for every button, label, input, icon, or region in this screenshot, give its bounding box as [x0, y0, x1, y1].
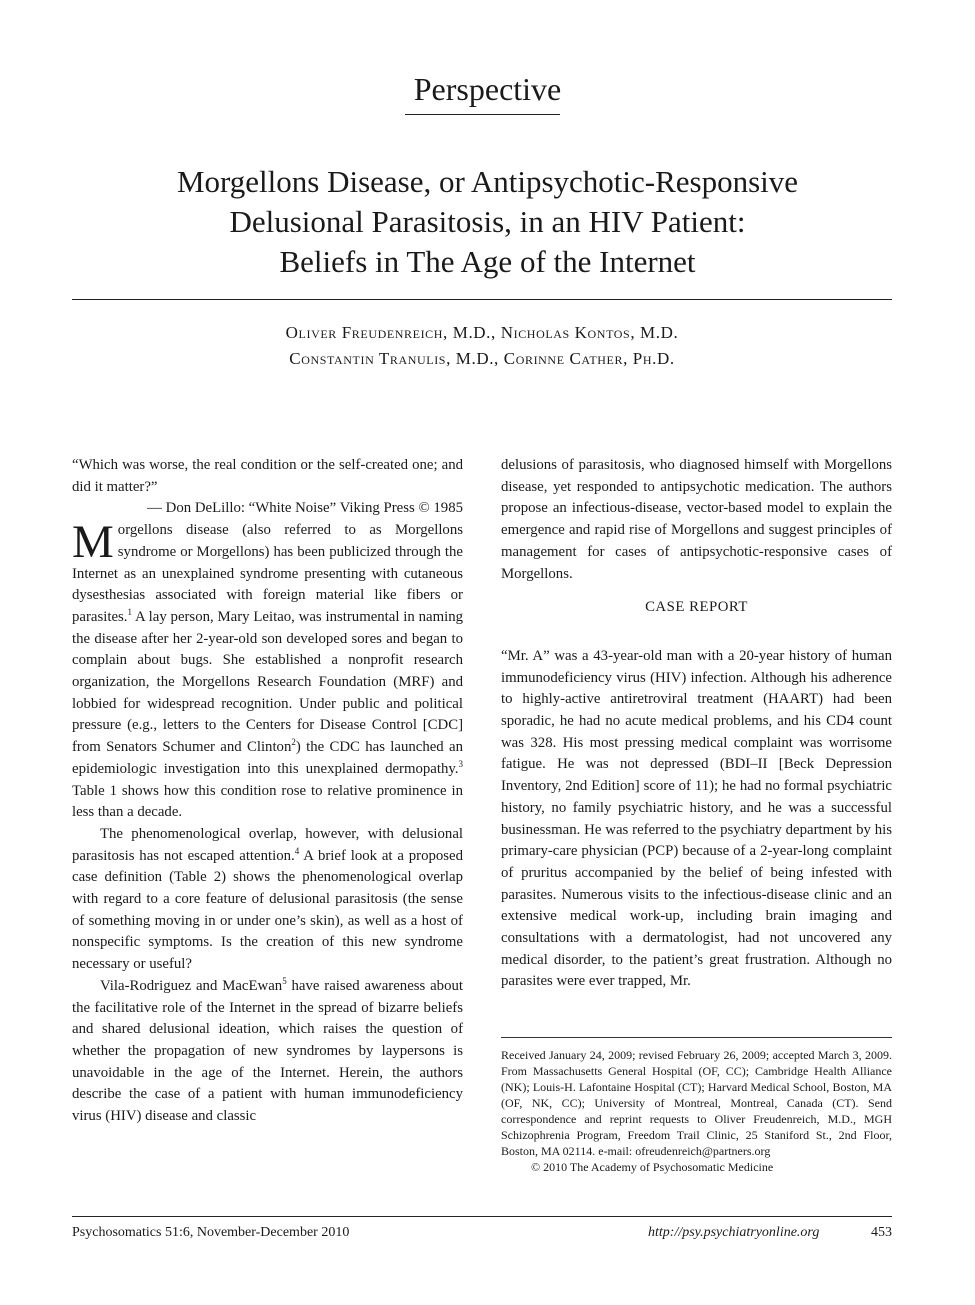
section-underline [405, 114, 560, 115]
footnote-text: Received January 24, 2009; revised February 26, 2009; accepted March 3, 2009. From Massachusetts General Hospital (OF, CC); Cambridge Health Alliance (NK); Louis-H. Lafontaine Hospital (CT); Harvard Medical School, Boston, MA (OF, NK, CC); University of Montreal, Montreal, Canada (CT). Send correspondence and reprint requests to Oliver Freudenreich, M.D., MGH Schizophrenia Program, Freedom Trail Clinic, 25 Staniford St., 2nd Floor, Boston, MA 02114. e-mail: ofreudenreich@partners.org [501, 1048, 892, 1158]
footnote-divider [501, 1037, 892, 1038]
intro-paragraph-1: Morgellons disease (also referred to as Morgellons syndrome or Morgellons) has been publicized through the Internet as an unexplained syndrome presenting with cutaneous dysesthesias associated with foreign material like fibers or parasites.$^1$ A lay person, Mary Leitao, was instrumental in naming the disease after her 2-year-old son developed sores and began to complain about bugs. She established a nonprofit research organization, the Morgellons Research Foundation (MRF) and lobbied for widespread recognition. Under public and political pressure (e.g., letters to the Centers for Disease Control [CDC] from Senators Schumer and Clinton$^2$) the CDC has launched an epidemiologic investigation into this unexplained dermopathy.$^3$ Table 1 shows how this condition rose to relative prominence in less than a decade. [72, 516, 463, 821]
title-line-3: Beliefs in The Age of the Internet [279, 244, 696, 279]
page-number: 453 [871, 1225, 892, 1240]
right-column [501, 455, 892, 993]
section-label: Perspective [413, 71, 562, 107]
left-column [72, 455, 463, 1128]
intro-paragraph-3-continued: delusions of parasitosis, who diagnosed himself with Morgellons disease, yet responded to antipsychotic medication. The authors propose an infectious-disease, vector-based model to explain the emergence and rapid rise of Morgellons and suggest principles of management for cases of antipsychotic-responsive cases of Morgellons. [501, 457, 892, 582]
intro-paragraph-3: Vila-Rodriguez and MacEwan$^5$ have raised awareness about the facilitative role of the Internet in the spread of bizarre beliefs and shared delusional ideation, which raises the question of whether the propagation of new syndromes by laypersons is unavoidable in the age of the Internet. Herein, the authors describe the case of a patient with human immunodeficiency virus (HIV) disease and classic [72, 975, 463, 1125]
case-report-paragraph: “Mr. A” was a 43-year-old man with a 20-year history of human immunodeficiency virus (HIV) infection. Although his adherence to highly-active antiretroviral treatment (HAART) had been sporadic, he had no acute medical problems, and his CD4 count was 328. His most pressing medical complaint was worrisome fatigue. He was not depressed (BDI–II [Beck Depression Inventory, 2nd Edition] score of 11); he had no formal psychiatric history, no family psychiatric history, and he was a successful businessman. He was referred to the psychiatry department by his primary-care physician (PCP) because of a 2-year-long complaint of pruritus accompanied by the belief of being infested with parasites. Numerous visits to the infectious-disease clinic and an extensive medical work-up, including brain imaging and consultations with a dermatologist, had not uncovered any medical disorder, to the patient’s great frustration. Although no parasites were ever trapped, Mr. [501, 647, 892, 990]
epigraph-attribution: — Don DeLillo: “White Noise” Viking Press © 1985 [147, 500, 463, 517]
case-report-heading: CASE REPORT [645, 599, 748, 616]
article-footnote [501, 1047, 892, 1175]
copyright-line: © 2010 The Academy of Psychosomatic Medicine [531, 1160, 774, 1174]
author-list [72, 320, 892, 372]
journal-url-link[interactable]: http://psy.psychiatryonline.org [648, 1225, 820, 1240]
authors-line-1: Oliver Freudenreich, M.D., Nicholas Kontos, M.D. [285, 323, 679, 342]
reference-3: 3 [458, 758, 463, 769]
intro-paragraph-2: The phenomenological overlap, however, with delusional parasitosis has not escaped attention.$^4$ A brief look at a proposed case definition (Table 2) shows the phenomenological overlap with regard to a core feature of delusional parasitosis (the sense of something moving in or under one’s skin), as well as a host of nonspecific symptoms. Is the creation of this new syndrome necessary or useful? [72, 825, 463, 973]
journal-citation: Psychosomatics 51:6, November-December 2010 [72, 1225, 350, 1240]
title-line-1: Morgellons Disease, or Antipsychotic-Responsive [176, 164, 799, 199]
reference-1: 1 [127, 607, 132, 617]
epigraph-quote: “Which was worse, the real condition or the self-created one; and did it matter?” [72, 457, 463, 495]
drop-cap: M [72, 516, 114, 569]
authors-line-2: Constantin Tranulis, M.D., Corinne Cather, Ph.D. [289, 349, 675, 368]
footer-divider [72, 1216, 892, 1217]
title-line-2: Delusional Parasitosis, in an HIV Patient: [229, 204, 746, 239]
reference-5: 5 [282, 975, 287, 986]
reference-2: 2 [291, 737, 296, 748]
title-divider [72, 299, 892, 300]
reference-4: 4 [294, 845, 300, 856]
article-title [100, 162, 875, 282]
